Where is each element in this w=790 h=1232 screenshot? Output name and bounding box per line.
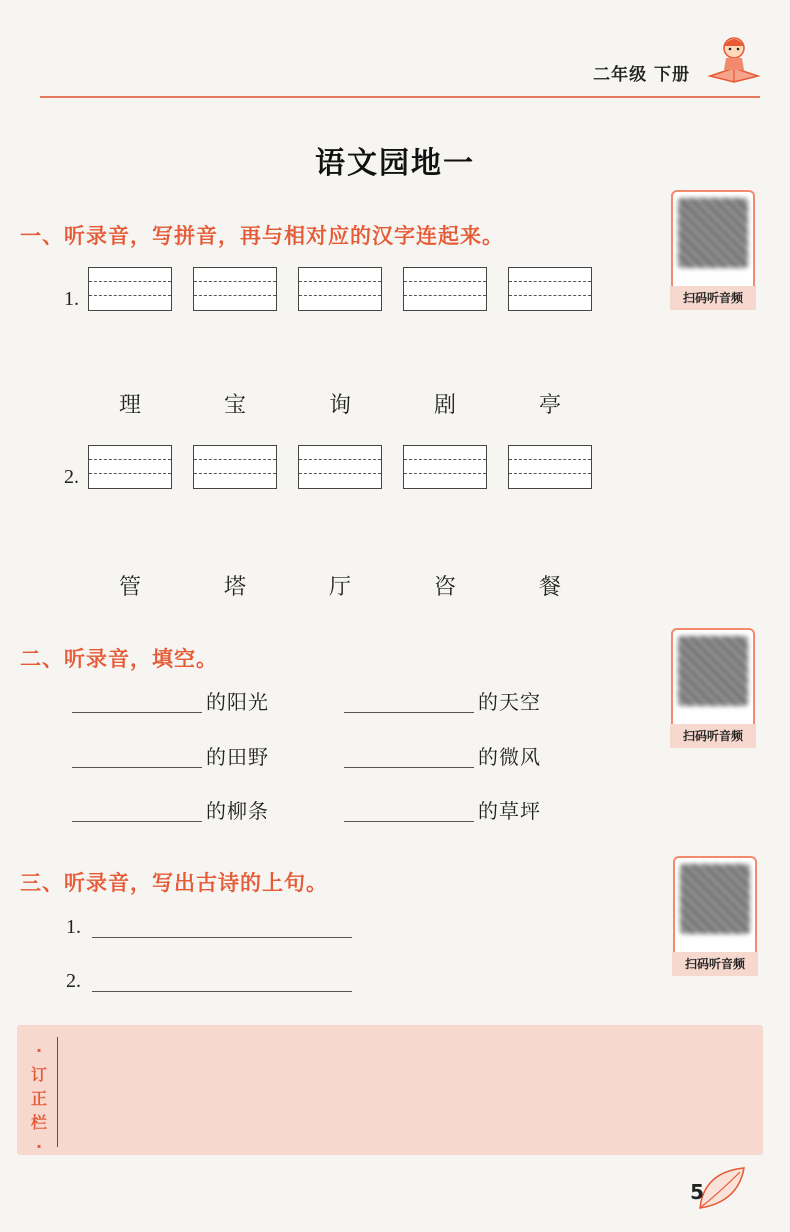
fill-blank-suffix: 的阳光 [206, 690, 269, 714]
hanzi-char: 剧 [433, 393, 456, 418]
section-1-heading: 一、听录音，写拼音，再与相对应的汉字连起来。 [20, 224, 504, 248]
poem-line-number-1: 1. [66, 916, 81, 938]
row-number-1: 1. [64, 288, 79, 310]
qr-code-section-3[interactable] [673, 856, 757, 971]
page-header [0, 0, 790, 100]
poem-line-number-2: 2. [66, 970, 81, 992]
hanzi-char: 理 [118, 393, 141, 418]
poem-answer-line[interactable] [92, 991, 352, 992]
section-2-heading: 二、听录音，填空。 [20, 647, 218, 671]
pinyin-box[interactable] [508, 445, 592, 489]
pinyin-box[interactable] [88, 445, 172, 489]
pinyin-box[interactable] [403, 445, 487, 489]
qr-code-section-1[interactable] [671, 190, 755, 305]
hanzi-char: 塔 [223, 575, 246, 600]
page-title: 语文园地一 [315, 146, 475, 181]
hanzi-char: 宝 [223, 393, 246, 418]
pinyin-box[interactable] [298, 445, 382, 489]
hanzi-char: 询 [328, 393, 351, 418]
fill-blank-suffix: 的草坪 [478, 799, 541, 823]
correction-label: ·订正栏· [30, 1041, 47, 1156]
fill-blank-suffix: 的柳条 [206, 799, 269, 823]
pinyin-box[interactable] [508, 267, 592, 311]
poem-answer-line[interactable] [92, 937, 352, 938]
correction-area[interactable] [17, 1025, 763, 1155]
fill-blank-suffix: 的天空 [478, 690, 541, 714]
section-3-heading: 三、听录音，写出古诗的上句。 [20, 871, 328, 895]
qr-label: 扫码听音频 [670, 724, 756, 748]
qr-code-icon [678, 636, 748, 706]
row-number-2: 2. [64, 466, 79, 488]
reading-child-mascot-icon [704, 28, 762, 86]
grade-label: 二年级 下册 [593, 65, 690, 85]
qr-code-icon [678, 198, 748, 268]
qr-label: 扫码听音频 [672, 952, 758, 976]
correction-divider [57, 1037, 58, 1147]
hanzi-char: 管 [118, 575, 141, 600]
fill-blank-suffix: 的田野 [206, 745, 269, 769]
pinyin-box[interactable] [193, 267, 277, 311]
qr-code-icon [680, 864, 750, 934]
fill-blank-line[interactable] [344, 767, 474, 768]
page-number: 5 [690, 1180, 704, 1204]
pinyin-box[interactable] [88, 267, 172, 311]
pinyin-box[interactable] [403, 267, 487, 311]
fill-blank-line[interactable] [72, 767, 202, 768]
fill-blank-line[interactable] [344, 821, 474, 822]
hanzi-char: 亭 [538, 393, 561, 418]
fill-blank-suffix: 的微风 [478, 745, 541, 769]
qr-code-section-2[interactable] [671, 628, 755, 743]
hanzi-char: 厅 [328, 575, 351, 600]
qr-label: 扫码听音频 [670, 286, 756, 310]
pinyin-box[interactable] [298, 267, 382, 311]
hanzi-char: 餐 [538, 575, 561, 600]
fill-blank-line[interactable] [72, 712, 202, 713]
header-divider [40, 96, 760, 98]
fill-blank-line[interactable] [72, 821, 202, 822]
fill-blank-line[interactable] [344, 712, 474, 713]
pinyin-box[interactable] [193, 445, 277, 489]
hanzi-char: 咨 [433, 575, 456, 600]
